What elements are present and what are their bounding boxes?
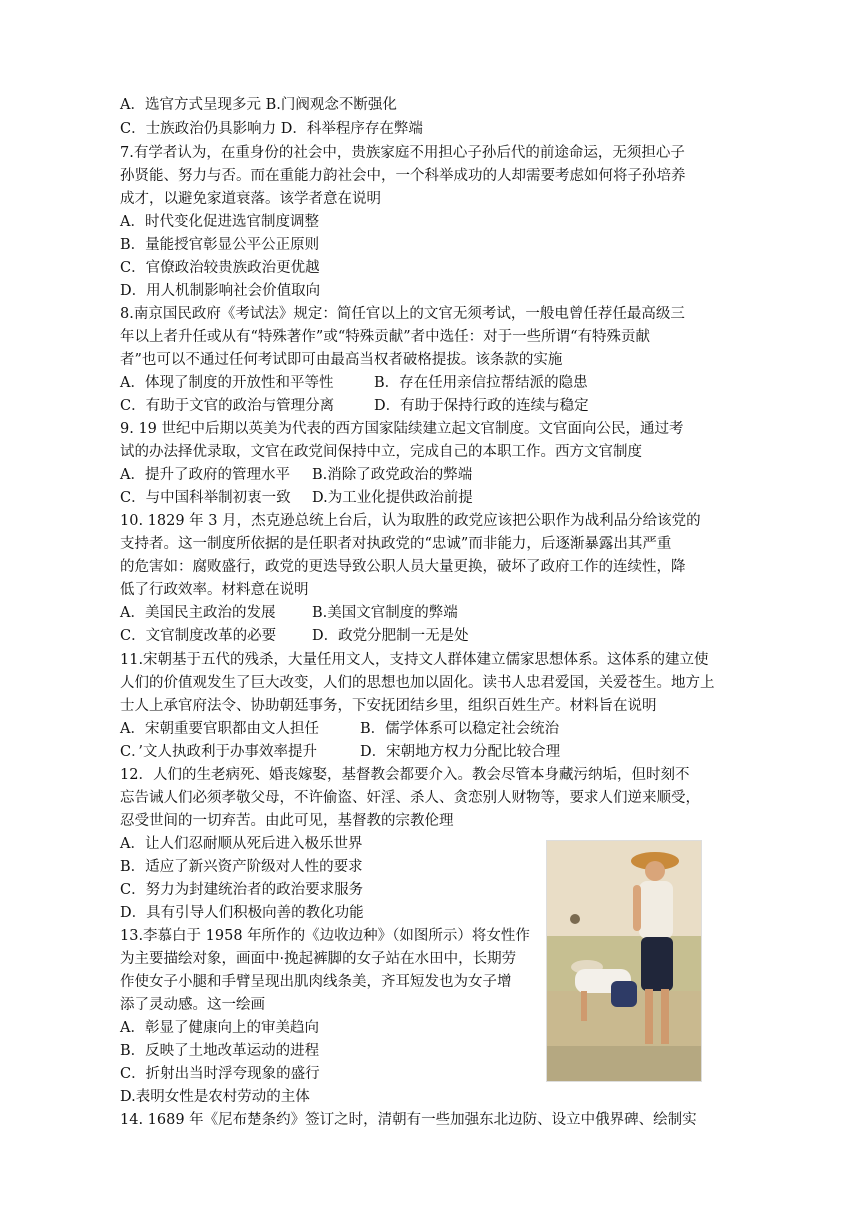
q7-option-a: A．时代变化促进选官制度调整: [120, 214, 319, 230]
q9-stem-line-2: 试的办法择优录取，文官在政党间保持中立，完成自己的本职工作。西方文官制度: [120, 444, 642, 460]
q10-stem-line-1: 10. 1829 年 3 月，杰克逊总统上台后，认为取胜的政党应该把公职作为战利品分给该党的: [120, 513, 701, 529]
q13-stem-line-2: 为主要描绘对象，画面中·挽起裤脚的女子站在水田中，长期劳: [120, 951, 517, 967]
q14-stem-line-1: 14. 1689 年《尼布楚条约》签订之时，清朝有一些加强东北边防、设立中俄界碑、绘制实: [120, 1112, 697, 1128]
q10-option-d: D．政党分肥制一无是处: [312, 628, 469, 644]
q7-stem-line-1: 7.有学者认为，在重身份的社会中，贵族家庭不用担心子孙后代的前途命运，无须担心子: [120, 145, 685, 161]
q10-stem-line-3: 的危害如：腐败盛行，政党的更迭导致公职人员大量更换，破坏了政府工作的连续性，降: [120, 559, 686, 575]
q8-option-d: D．有助于保持行政的连续与稳定: [374, 398, 589, 414]
painting-woman-head: [645, 861, 665, 881]
q10-option-c: C．文官制度改革的必要: [120, 628, 277, 644]
q11-option-b: B．儒学体系可以稳定社会统治: [360, 721, 560, 737]
q8-option-a: A．体现了制度的开放性和平等性: [120, 375, 334, 391]
q10-stem-line-4: 低了行政效率。材料意在说明: [120, 582, 309, 598]
q7-stem-line-2: 孙贤能、努力与否。而在重能力韵社会中，一个科举成功的人却需要考虑如何将子孙培养: [120, 168, 686, 184]
q8-stem-line-1: 8.南京国民政府《考试法》规定：简任官以上的文官无须考试，一般电曾任荐任最高级三: [120, 306, 685, 322]
q10-option-b: B.美国文官制度的弊端: [312, 605, 458, 621]
q12-stem-line-2: 忘告诫人们必须孝敬父母，不许偷盗、奸淫、杀人、贪恋别人财物等，要求人们逆来顺受，: [120, 790, 700, 806]
q11-option-a: A．宋朝重要官职都由文人担任: [120, 721, 319, 737]
q12-option-a: A．让人们忍耐顺从死后进入极乐世界: [120, 836, 363, 852]
painting-distant-worker: [570, 914, 580, 924]
q8-option-c: C．有助于文官的政治与管理分离: [120, 398, 335, 414]
q11-stem-line-1: 11.宋朝基于五代的残杀，大量任用文人，支持文人群体建立儒家思想体系。这体系的建立使: [120, 652, 709, 668]
q9-option-c: C．与中国科举制初衷一致: [120, 490, 291, 506]
q12-stem-line-1: 12．人们的生老病死、婚丧嫁娶，基督教会都要介入。教会尽管本身藏污纳垢，但时刻不: [120, 767, 690, 783]
painting-woman-leg: [645, 989, 653, 1044]
q12-option-c: C．努力为封建统治者的政治要求服务: [120, 882, 364, 898]
painting-woman-leg: [661, 989, 669, 1044]
q8-stem-line-2: 年以上者升任或从有“特殊著作”或“特殊贡献”者中选任：对于一些所谓“有特殊贡献: [120, 329, 651, 345]
painting-svg: [547, 841, 701, 1081]
painting-girl-pants: [611, 981, 637, 1007]
painting-woman-pants: [641, 937, 673, 991]
q12-stem-line-3: 忍受世间的一切弃苦。由此可见，基督教的宗教伦理: [120, 813, 454, 829]
q12-option-b: B．适应了新兴资产阶级对人性的要求: [120, 859, 363, 875]
q7-option-b: B．量能授官彰显公平公正原则: [120, 237, 320, 253]
painting-illustration: [546, 840, 702, 1082]
q12-option-d: D．具有引导人们积极向善的教化功能: [120, 905, 364, 921]
painting-girl-arm: [581, 991, 587, 1021]
q7-stem-line-3: 成才，以避免家道衰落。该学者意在说明: [120, 191, 381, 207]
q10-stem-line-2: 支持者。这一制度所依据的是任职者对执政党的“忠诚”而非能力，后逐渐暴露出其严重: [120, 536, 672, 552]
q11-option-c: C．’文人执政利于办事效率提升: [120, 744, 317, 760]
q13-stem-line-1: 13.李慕白于 1958 年所作的《边收边种》（如图所示）将女性作: [120, 928, 530, 944]
q6-options-cd: C．士族政治仍具影响力 D．科举程序存在弊端: [120, 121, 423, 137]
q11-stem-line-2: 人们的价值观发生了巨大改变，人们的思想也加以固化。读书人忠君爱国，关爱苍生。地方上: [120, 675, 715, 691]
painting-reflection: [547, 1046, 701, 1081]
q8-option-b: B．存在任用亲信拉帮结派的隐患: [374, 375, 588, 391]
q10-option-a: A．美国民主政治的发展: [120, 605, 276, 621]
q13-option-d: D.表明女性是农村劳动的主体: [120, 1089, 310, 1105]
q7-option-c: C．官僚政治较贵族政治更优越: [120, 260, 320, 276]
q13-stem-line-3: 作使女子小腿和手臂呈现出肌肉线条美，齐耳短发也为女子增: [120, 974, 512, 990]
painting-woman-arm: [633, 885, 641, 931]
q13-option-b: B．反映了土地改革运动的进程: [120, 1043, 320, 1059]
painting-woman-shirt: [639, 881, 673, 939]
q9-stem-line-1: 9. 19 世纪中后期以英美为代表的西方国家陆续建立起文官制度。文官面向公民，通过考: [120, 421, 684, 437]
q9-option-d: D.为工业化提供政治前提: [312, 490, 473, 506]
q8-stem-line-3: 者”也可以不通过任何考试即可由最高当权者破格提拔。该条款的实施: [120, 352, 563, 368]
q11-stem-line-3: 士人上承官府法令、协助朝廷事务，下安抚团结乡里，组织百姓生产。材料旨在说明: [120, 698, 657, 714]
q7-option-d: D．用人机制影响社会价值取向: [120, 283, 321, 299]
q6-options-ab: A．选官方式呈现多元 B.门阀观念不断强化: [120, 97, 397, 113]
q9-option-a: A．提升了政府的管理水平: [120, 467, 290, 483]
q13-option-a: A．彰显了健康向上的审美趋向: [120, 1020, 319, 1036]
q11-option-d: D．宋朝地方权力分配比较合理: [360, 744, 561, 760]
q13-option-c: C．折射出当时浮夸现象的盛行: [120, 1066, 320, 1082]
q13-stem-line-4: 添了灵动感。这一绘画: [120, 997, 265, 1013]
q9-option-b: B.消除了政党政治的弊端: [312, 467, 473, 483]
